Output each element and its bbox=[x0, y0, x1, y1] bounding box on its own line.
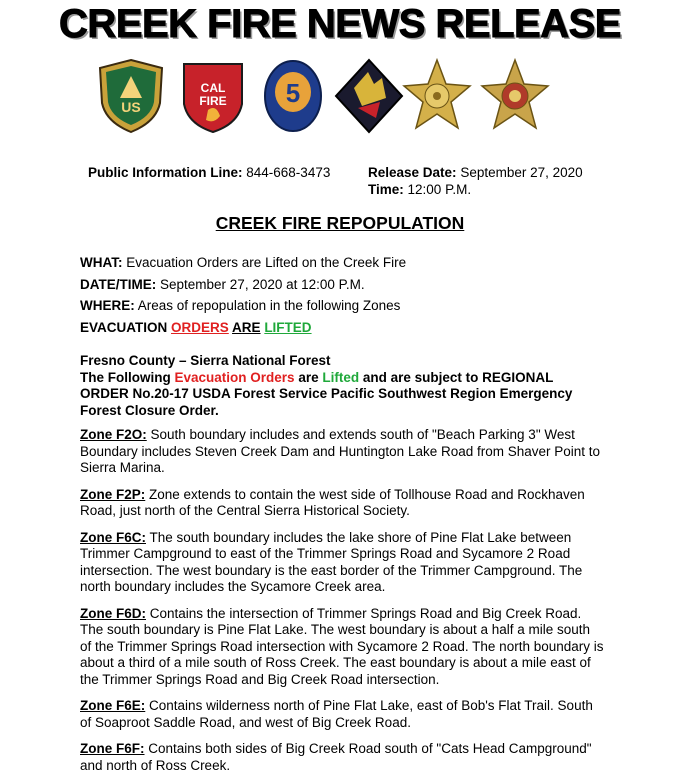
zone-f2p bbox=[80, 487, 605, 520]
great-basin-icon bbox=[334, 58, 404, 134]
release-body bbox=[80, 255, 605, 784]
svg-text:US: US bbox=[121, 99, 141, 115]
incident-management-team-icon bbox=[258, 58, 328, 134]
what-line bbox=[80, 255, 605, 272]
zone-name: Zone F6C: bbox=[80, 529, 146, 545]
zone-description: Contains wilderness north of Pine Flat Lake, east of Bob's Flat Trail. South of Soaproot Saddle Road, and west of Big Creek Road. bbox=[80, 698, 593, 730]
phone-number: 844-668-3473 bbox=[246, 165, 331, 180]
zone-description: Contains both sides of Big Creek Road south of "Cats Head Campground" and north of Ross Creek. bbox=[80, 741, 592, 773]
evac-prefix: EVACUATION bbox=[80, 319, 168, 335]
agency-logos bbox=[0, 58, 680, 134]
what-label: WHAT: bbox=[80, 255, 123, 270]
zone-description: Zone extends to contain the west side of Tollhouse Road and Rockhaven Road, just north of the Central Sierra Historical Society. bbox=[80, 486, 585, 518]
release-date-value: September 27, 2020 bbox=[460, 165, 583, 180]
zone-description: Contains the intersection of Trimmer Springs Road and Big Creek Road. The south boundary is Pine Flat Lake. The west boundary is about a half a mile south of the Trimmer Springs Road intersection with Sycamore 2 Road. The north boundary is about a third of a mile south of Ross Creek. The east boundary is about a mile east of the Trimmer Springs Road and Big Creek Road intersection. bbox=[80, 605, 604, 687]
release-info bbox=[368, 164, 583, 198]
intro-text-e: and are subject to REGIONAL ORDER No.20-17 USDA Forest Service Pacific Southwest Region Emergency Forest Closure Order. bbox=[80, 369, 573, 418]
sheriff-star-badge-icon bbox=[480, 58, 550, 134]
intro-lifted: Lifted bbox=[322, 369, 360, 385]
release-date-label: Release Date: bbox=[368, 165, 457, 180]
county-heading: Fresno County – Sierra National Forest bbox=[80, 353, 331, 368]
datetime-label: DATE/TIME: bbox=[80, 276, 157, 292]
what-value: Evacuation Orders are Lifted on the Creek Fire bbox=[126, 255, 407, 270]
news-release-title: CREEK FIRE NEWS RELEASE bbox=[59, 2, 621, 46]
county-star-badge-icon bbox=[402, 58, 472, 134]
zone-name: Zone F2P: bbox=[80, 486, 146, 502]
datetime-value: September 27, 2020 at 12:00 P.M. bbox=[160, 276, 365, 292]
zone-f6c bbox=[80, 530, 605, 596]
where-value: Areas of repopulation in the following Zones bbox=[137, 298, 401, 313]
zone-name: Zone F6E: bbox=[80, 698, 146, 713]
intro-text-a: The Following bbox=[80, 369, 171, 385]
svg-text:FIRE: FIRE bbox=[199, 94, 227, 108]
phone-label: Public Information Line: bbox=[88, 165, 243, 180]
zone-f6f bbox=[80, 741, 605, 774]
zone-description: South boundary includes and extends south of "Beach Parking 3" West Boundary includes Steven Creek Dam and Huntington Lake Road from Shaver Point to Sierra Marina. bbox=[80, 427, 601, 475]
evac-are: ARE bbox=[232, 319, 261, 335]
evac-lifted: LIFTED bbox=[264, 319, 312, 335]
zone-f2o bbox=[80, 427, 605, 477]
time-label: Time: bbox=[368, 182, 404, 197]
public-information-line bbox=[88, 164, 330, 181]
evacuation-status-line bbox=[80, 320, 605, 337]
datetime-line bbox=[80, 277, 605, 294]
zone-name: Zone F2O: bbox=[80, 427, 147, 442]
svg-text:5: 5 bbox=[285, 78, 301, 108]
zone-name: Zone F6F: bbox=[80, 741, 145, 756]
zone-name: Zone F6D: bbox=[80, 605, 146, 621]
intro-evac-orders: Evacuation Orders bbox=[174, 369, 295, 385]
where-label: WHERE: bbox=[80, 298, 135, 313]
time-value: 12:00 P.M. bbox=[407, 182, 472, 197]
zone-description: The south boundary includes the lake shore of Pine Flat Lake between Trimmer Campground to east of the Trimmer Springs Road and Sycamore 2 Road intersection. The west boundary is the east border of the Trimmer Campground. The north boundary includes the Sycamore Creek area. bbox=[80, 529, 583, 594]
where-line bbox=[80, 298, 605, 315]
svg-text:CAL: CAL bbox=[200, 81, 226, 95]
zone-f6e bbox=[80, 698, 605, 731]
us-forest-service-shield-icon bbox=[96, 58, 166, 134]
cal-fire-badge-icon bbox=[178, 58, 248, 134]
section-title: CREEK FIRE REPOPULATION bbox=[215, 213, 465, 233]
county-intro bbox=[80, 370, 605, 420]
zone-f6d bbox=[80, 606, 605, 689]
intro-text-c: are bbox=[298, 369, 319, 385]
evac-orders: ORDERS bbox=[171, 319, 229, 335]
